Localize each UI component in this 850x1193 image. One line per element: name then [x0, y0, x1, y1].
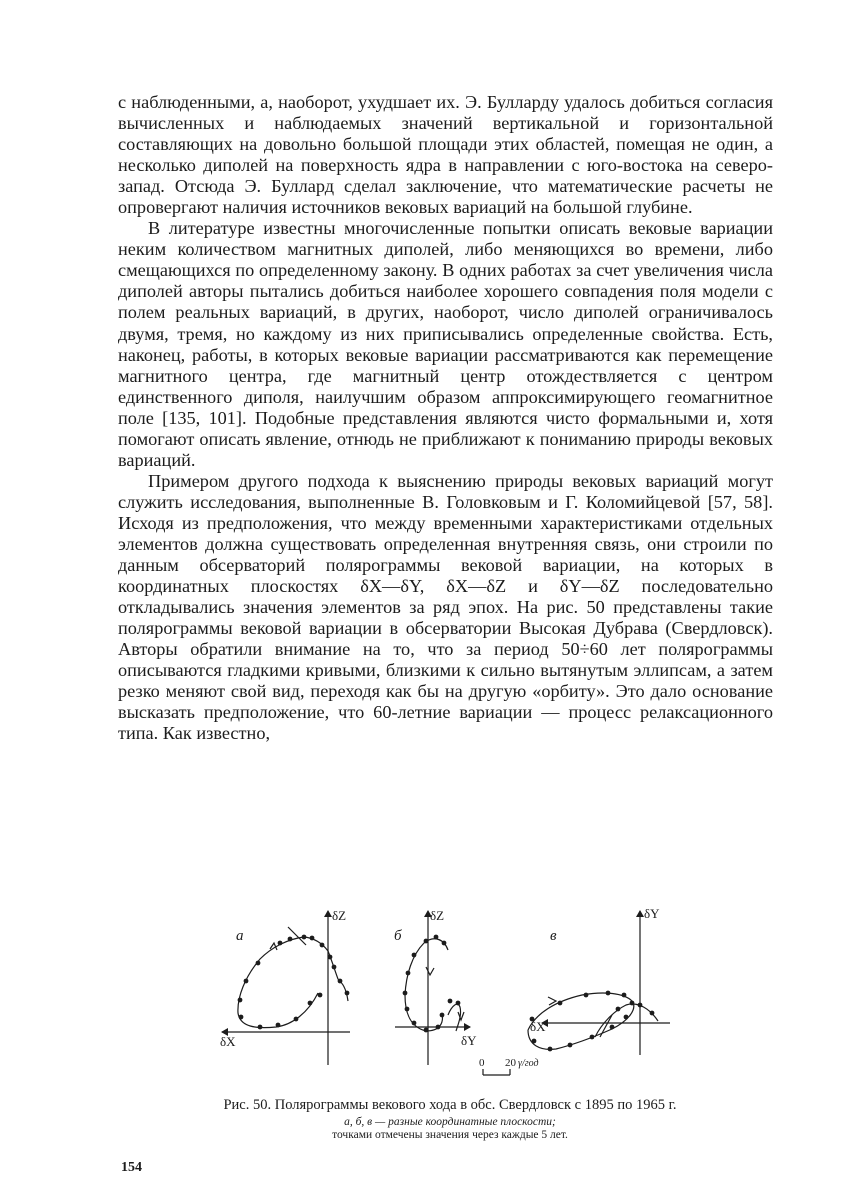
scale-unit: γ/год	[518, 1058, 539, 1069]
panel-b-x-label: δY	[461, 1033, 477, 1048]
scale-bar	[483, 1069, 510, 1075]
panel-v-y-label: δY	[644, 906, 660, 921]
caption-line-3: точками отмечены значения через каждые 5 лет.	[332, 1129, 568, 1141]
paragraph-3: Примером другого подхода к выяснению природы вековых вариаций могут служить исследования, выполненные В. Головковым и Г. Коломийцевой [57, 58]. Исходя из предположения, что между временными характеристиками отдельных элементов должна существовать определенная внутренняя связь, они строили по данным обсерваторий полярограммы вековой вариации, на которых в координатных плоскостях δX—δY, δX—δZ и δY—δZ последовательно откладывались значения элементов за ряд эпох. На рис. 50 представлены такие полярограммы вековой вариации в обсерватории Высокая Дубрава (Свердловск). Авторы обратили внимание на то, что за период 50÷60 лет полярограммы описываются гладкими кривыми, близкими к сильно вытянутым эллипсам, а затем резко меняют свой вид, переходя как бы на другую «орбиту». Это дало основание высказать предположение, что 60-летние вариации — процесс релаксационного типа. Как известно,	[118, 470, 773, 744]
panel-b-y-label: δZ	[430, 908, 445, 923]
paragraph-1: с наблюденными, а, наоборот, ухудшает их. Э. Булларду удалось добиться согласия вычисленных и наблюдаемых значений вертикальной и горизонтальной составляющих на довольно большой площади этих областей, помещая не один, а несколько диполей на поверхность ядра в направлении с юго-востока на северо-запад. Отсюда Э. Буллард сделал заключение, что математические расчеты не опровергают наличия источников вековых вариаций на большой глубине.	[118, 92, 773, 218]
figure-caption: Рис. 50. Полярограммы векового хода в обс. Свердловск с 1895 по 1965 г.	[223, 1097, 677, 1113]
figure-50	[200, 905, 780, 1090]
panel-b	[395, 911, 470, 1065]
panel-a-y-label: δZ	[332, 908, 347, 923]
polarogram-figure	[200, 905, 780, 1090]
panel-v-x-label: δX	[530, 1019, 546, 1034]
body-text	[118, 92, 773, 744]
panel-b-arrow-2	[458, 1012, 464, 1020]
panel-b-arrow	[426, 967, 434, 975]
scale-tick: 20	[505, 1057, 516, 1069]
figure-caption-details	[110, 1116, 790, 1142]
panel-b-curve	[405, 939, 461, 1031]
panel-a-points	[238, 935, 350, 1030]
paragraph-2: В литературе известны многочисленные попытки описать вековые вариации неким количеством магнитных диполей, либо меняющихся во времени, либо смещающихся по определенному закону. В одних работах за счет увеличения числа диполей авторы пытались добиться наиболее хорошего совпадения поля модели с полем реальных вариаций, в других, наоборот, число диполей ограничивалось двумя, тремя, но каждому из них приписывались определенные свойства. Есть, наконец, работы, в которых вековые вариации рассматриваются как перемещение магнитного центра, где магнитный центр отождествляется с центром единственного диполя, наилучшим образом аппроксимирующего геомагнитное поле [135, 101]. Подобные представления являются чисто формальными и, хотя помогают описать явление, отнюдь не приближают к пониманию природы вековых вариаций.	[118, 218, 773, 470]
panel-v-points	[530, 991, 655, 1052]
panel-b-points	[403, 935, 461, 1033]
page-number: 154	[121, 1160, 142, 1175]
panel-v-label: в	[550, 928, 557, 944]
caption-line-2: а, б, в — разные координатные плоскости;	[344, 1116, 556, 1128]
panel-v-curve	[528, 993, 658, 1049]
panel-a-label: а	[236, 928, 244, 944]
scale-zero: 0	[479, 1057, 485, 1069]
panel-a-x-label: δX	[220, 1034, 236, 1049]
panel-b-label: б	[394, 928, 402, 944]
panel-a-curve	[238, 937, 348, 1028]
